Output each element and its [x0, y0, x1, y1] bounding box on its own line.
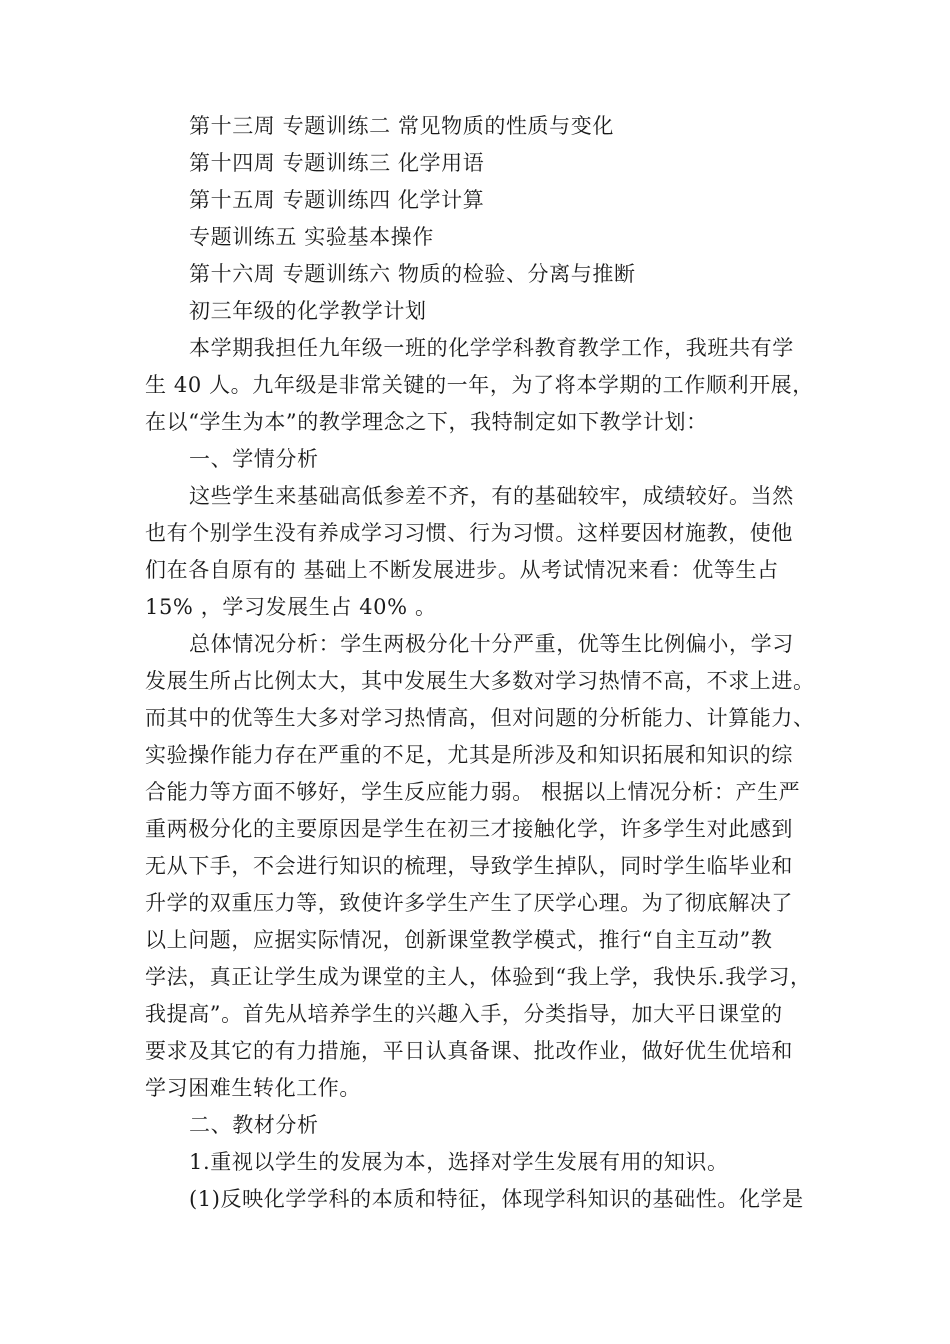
paragraph-line: 学习困难生转化工作。 [145, 1076, 361, 1100]
list-item: 1.重视以学生的发展为本，选择对学生发展有用的知识。 [189, 1150, 729, 1174]
paragraph-line: 学法，真正让学生成为课堂的主人，体验到“我上学，我快乐.我学习， [145, 965, 812, 989]
schedule-line: 第十三周 专题训练二 常见物质的性质与变化 [189, 114, 614, 138]
paragraph-line: 们在各自原有的 基础上不断发展进步。从考试情况来看：优等生占 [145, 558, 779, 582]
paragraph-line: 我提高”。首先从培养学生的兴趣入手，分类指导，加大平日课堂的 [145, 1002, 783, 1026]
paragraph-line: 实验操作能力存在严重的不足，尤其是所涉及和知识拓展和知识的综 [145, 743, 793, 767]
paragraph-line: 15% ，学习发展生占 40% 。 [145, 595, 437, 619]
paragraph-line: 也有个别学生没有养成学习习惯、行为习惯。这样要因材施教，使他 [145, 521, 793, 545]
paragraph-line: 重两极分化的主要原因是学生在初三才接触化学，许多学生对此感到 [145, 817, 793, 841]
document-body [145, 108, 815, 1218]
paragraph-line: 无从下手，不会进行知识的梳理，导致学生掉队，同时学生临毕业和 [145, 854, 793, 878]
intro-line: 生 40 人。九年级是非常关键的一年，为了将本学期的工作顺利开展， [145, 373, 814, 397]
section-heading-learning-analysis: 一、学情分析 [189, 447, 319, 471]
schedule-line: 第十五周 专题训练四 化学计算 [189, 188, 485, 212]
paragraph-line: 而其中的优等生大多对学习热情高，但对问题的分析能力、计算能力、 [145, 706, 815, 730]
paragraph-line: 升学的双重压力等，致使许多学生产生了厌学心理。为了彻底解决了 [145, 891, 793, 915]
section-heading-textbook-analysis: 二、教材分析 [189, 1113, 319, 1137]
schedule-line: 第十六周 专题训练六 物质的检验、分离与推断 [189, 262, 636, 286]
paragraph-line: 要求及其它的有力措施，平日认真备课、批改作业，做好优生优培和 [145, 1039, 793, 1063]
paragraph-line: 这些学生来基础高低参差不齐，有的基础较牢，成绩较好。当然 [189, 484, 794, 508]
list-subitem: (1)反映化学学科的本质和特征，体现学科知识的基础性。化学是 [189, 1187, 804, 1211]
schedule-line: 第十四周 专题训练三 化学用语 [189, 151, 485, 175]
schedule-line: 专题训练五 实验基本操作 [189, 225, 434, 249]
intro-line: 在以“学生为本”的教学理念之下，我特制定如下教学计划： [145, 410, 708, 434]
paragraph-line: 合能力等方面不够好，学生反应能力弱。 根据以上情况分析：产生严 [145, 780, 801, 804]
paragraph-line: 以上问题，应据实际情况，创新课堂教学模式，推行“自主互动”教 [145, 928, 773, 952]
paragraph-line: 总体情况分析：学生两极分化十分严重，优等生比例偏小，学习 [189, 632, 794, 656]
intro-line: 本学期我担任九年级一班的化学学科教育教学工作，我班共有学 [189, 336, 794, 360]
paragraph-line: 发展生所占比例太大，其中发展生大多数对学习热情不高，不求上进。 [145, 669, 815, 693]
document-title: 初三年级的化学教学计划 [189, 299, 427, 323]
